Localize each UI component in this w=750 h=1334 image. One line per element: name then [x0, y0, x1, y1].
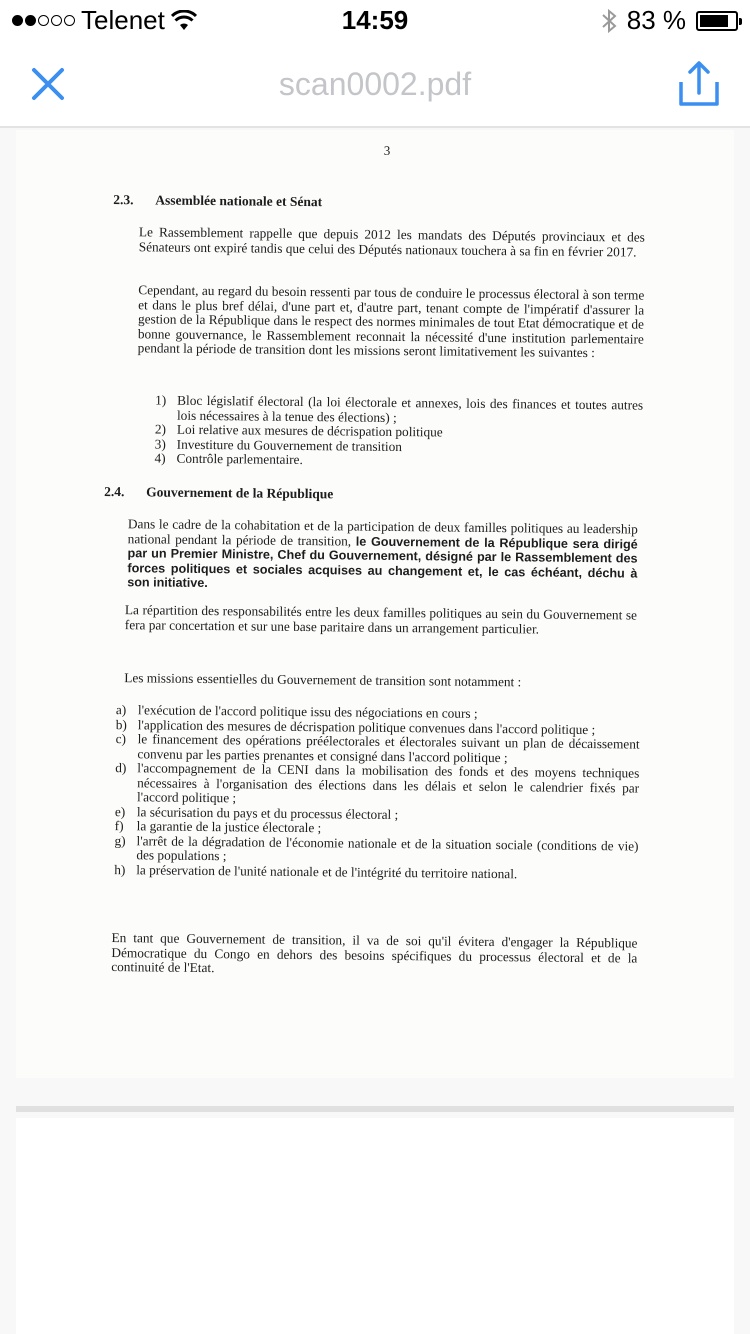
- paragraph: Cependant, au regard du besoin ressenti par tous de conduire le processus électoral à son terme et dans le plus bref délai, d'une part et, d'autre part, tenant compte de l'impératif d'assurer la gestion de la République dans le respect des normes minimales de tout Etat démocratique et de bonne gouvernance, le Rassemblement reconnait la nécessité d'une institution parlementaire pendant la période de transition dont les missions seront limitativement les suivantes :: [137, 282, 645, 361]
- section-title: Gouvernement de la République: [146, 484, 334, 502]
- paragraph: La répartition des responsabilités entre les deux familles politiques au sein du Gouvernement se fera par concertation et sur une base paritaire dans un arrangement particulier.: [124, 602, 638, 637]
- mission-list-parliament: [154, 393, 643, 471]
- page-separator: [16, 1106, 734, 1112]
- section-number: 2.4.: [104, 483, 125, 500]
- battery-percent: 83 %: [626, 5, 686, 35]
- section-heading-2-4: [104, 485, 333, 502]
- paragraph: En tant que Gouvernement de transition, il va de soi qu'il évitera d'engager la République Démocratique du Congo en dehors des besoins spécifiques du processus électoral et de la continuité de l'Etat.: [111, 930, 638, 976]
- mission-list-government: [114, 703, 640, 882]
- paragraph: Les missions essentielles du Gouvernement de transition sont notamment :: [124, 670, 522, 690]
- list-item: c) le financement des opérations préélectorales et électorales suivant un plan de décaissement convenu par les parties prenantes et consigné dans l'accord politique ;: [115, 731, 640, 765]
- list-item: d) l'accompagnement de la CENI dans la mobilisation des fonds et des moyens techniques nécessaires à l'organisation des élections dans les délais et selon le calendrier fixés par l'accord politique ;: [115, 760, 640, 806]
- paragraph: Le Rassemblement rappelle que depuis 2012 les mandats des Députés provinciaux et des Sénateurs ont expiré tandis que celui des Députés nationaux touchera à sa fin en février 2017.: [138, 224, 645, 260]
- page-number: 3: [383, 142, 391, 158]
- nav-bar: [0, 40, 750, 128]
- share-button[interactable]: [678, 60, 720, 108]
- bluetooth-icon: [601, 8, 617, 34]
- clock: 14:59: [341, 5, 409, 35]
- list-item: g) l'arrêt de la dégradation de l'économie nationale et de la situation sociale (conditions de vie) des populations ;: [114, 832, 639, 864]
- carrier-name: Telenet: [81, 5, 165, 35]
- list-item: h) la préservation de l'unité nationale et de l'intégrité du territoire national.: [114, 861, 518, 881]
- list-item: 2) Loi relative aux mesures de décrispation politique: [154, 421, 443, 440]
- list-item: a) l'exécution de l'accord politique issu des négociations en cours ;: [115, 702, 478, 721]
- list-item: f) la garantie de la justice électorale ;: [114, 818, 322, 836]
- section-number: 2.3.: [113, 192, 134, 208]
- list-item: 3) Investiture du Gouvernement de transition: [154, 435, 403, 454]
- paragraph: Dans le cadre de la cohabitation et de la participation de deux familles politiques au leadership national pendant la période de transition, le Gouvernement de la République sera dirigé par un Premier Ministre, Chef du Gouvernement, désigné par le Rassemblement des forces politiques et sociales acquises au changement et, le cas échéant, déchu à son initiative.: [127, 516, 638, 591]
- status-right: [601, 5, 738, 36]
- scanned-document: [16, 130, 734, 976]
- section-heading-2-3: [113, 193, 322, 210]
- share-icon: [678, 60, 720, 108]
- list-item: 1) Bloc législatif électoral (la loi électorale et annexes, lois des finances et toutes autres lois nécessaires à la tenue des élections) ;: [155, 392, 644, 425]
- pdf-page-next: [16, 1118, 734, 1334]
- pdf-page: [16, 130, 734, 1078]
- pdf-viewer[interactable]: [0, 130, 750, 1334]
- list-item: 4) Contrôle parlementaire.: [154, 450, 303, 468]
- section-title: Assemblée nationale et Sénat: [155, 192, 323, 210]
- list-item: b) l'application des mesures de décrispation politique convenues dans l'accord politique ;: [115, 716, 596, 737]
- status-bar: [0, 0, 750, 40]
- battery-icon: [696, 11, 738, 31]
- list-item: e) la sécurisation du pays et du processus électoral ;: [114, 803, 399, 822]
- document-title: scan0002.pdf: [278, 66, 472, 102]
- bold-text: le Gouvernement de la République sera dirigé par un Premier Ministre, Chef du Gouvernement, désigné par le Rassemblement des forces politiques et sociales acquises au changement et, le cas échéant, déchu à son initiative.: [127, 534, 638, 591]
